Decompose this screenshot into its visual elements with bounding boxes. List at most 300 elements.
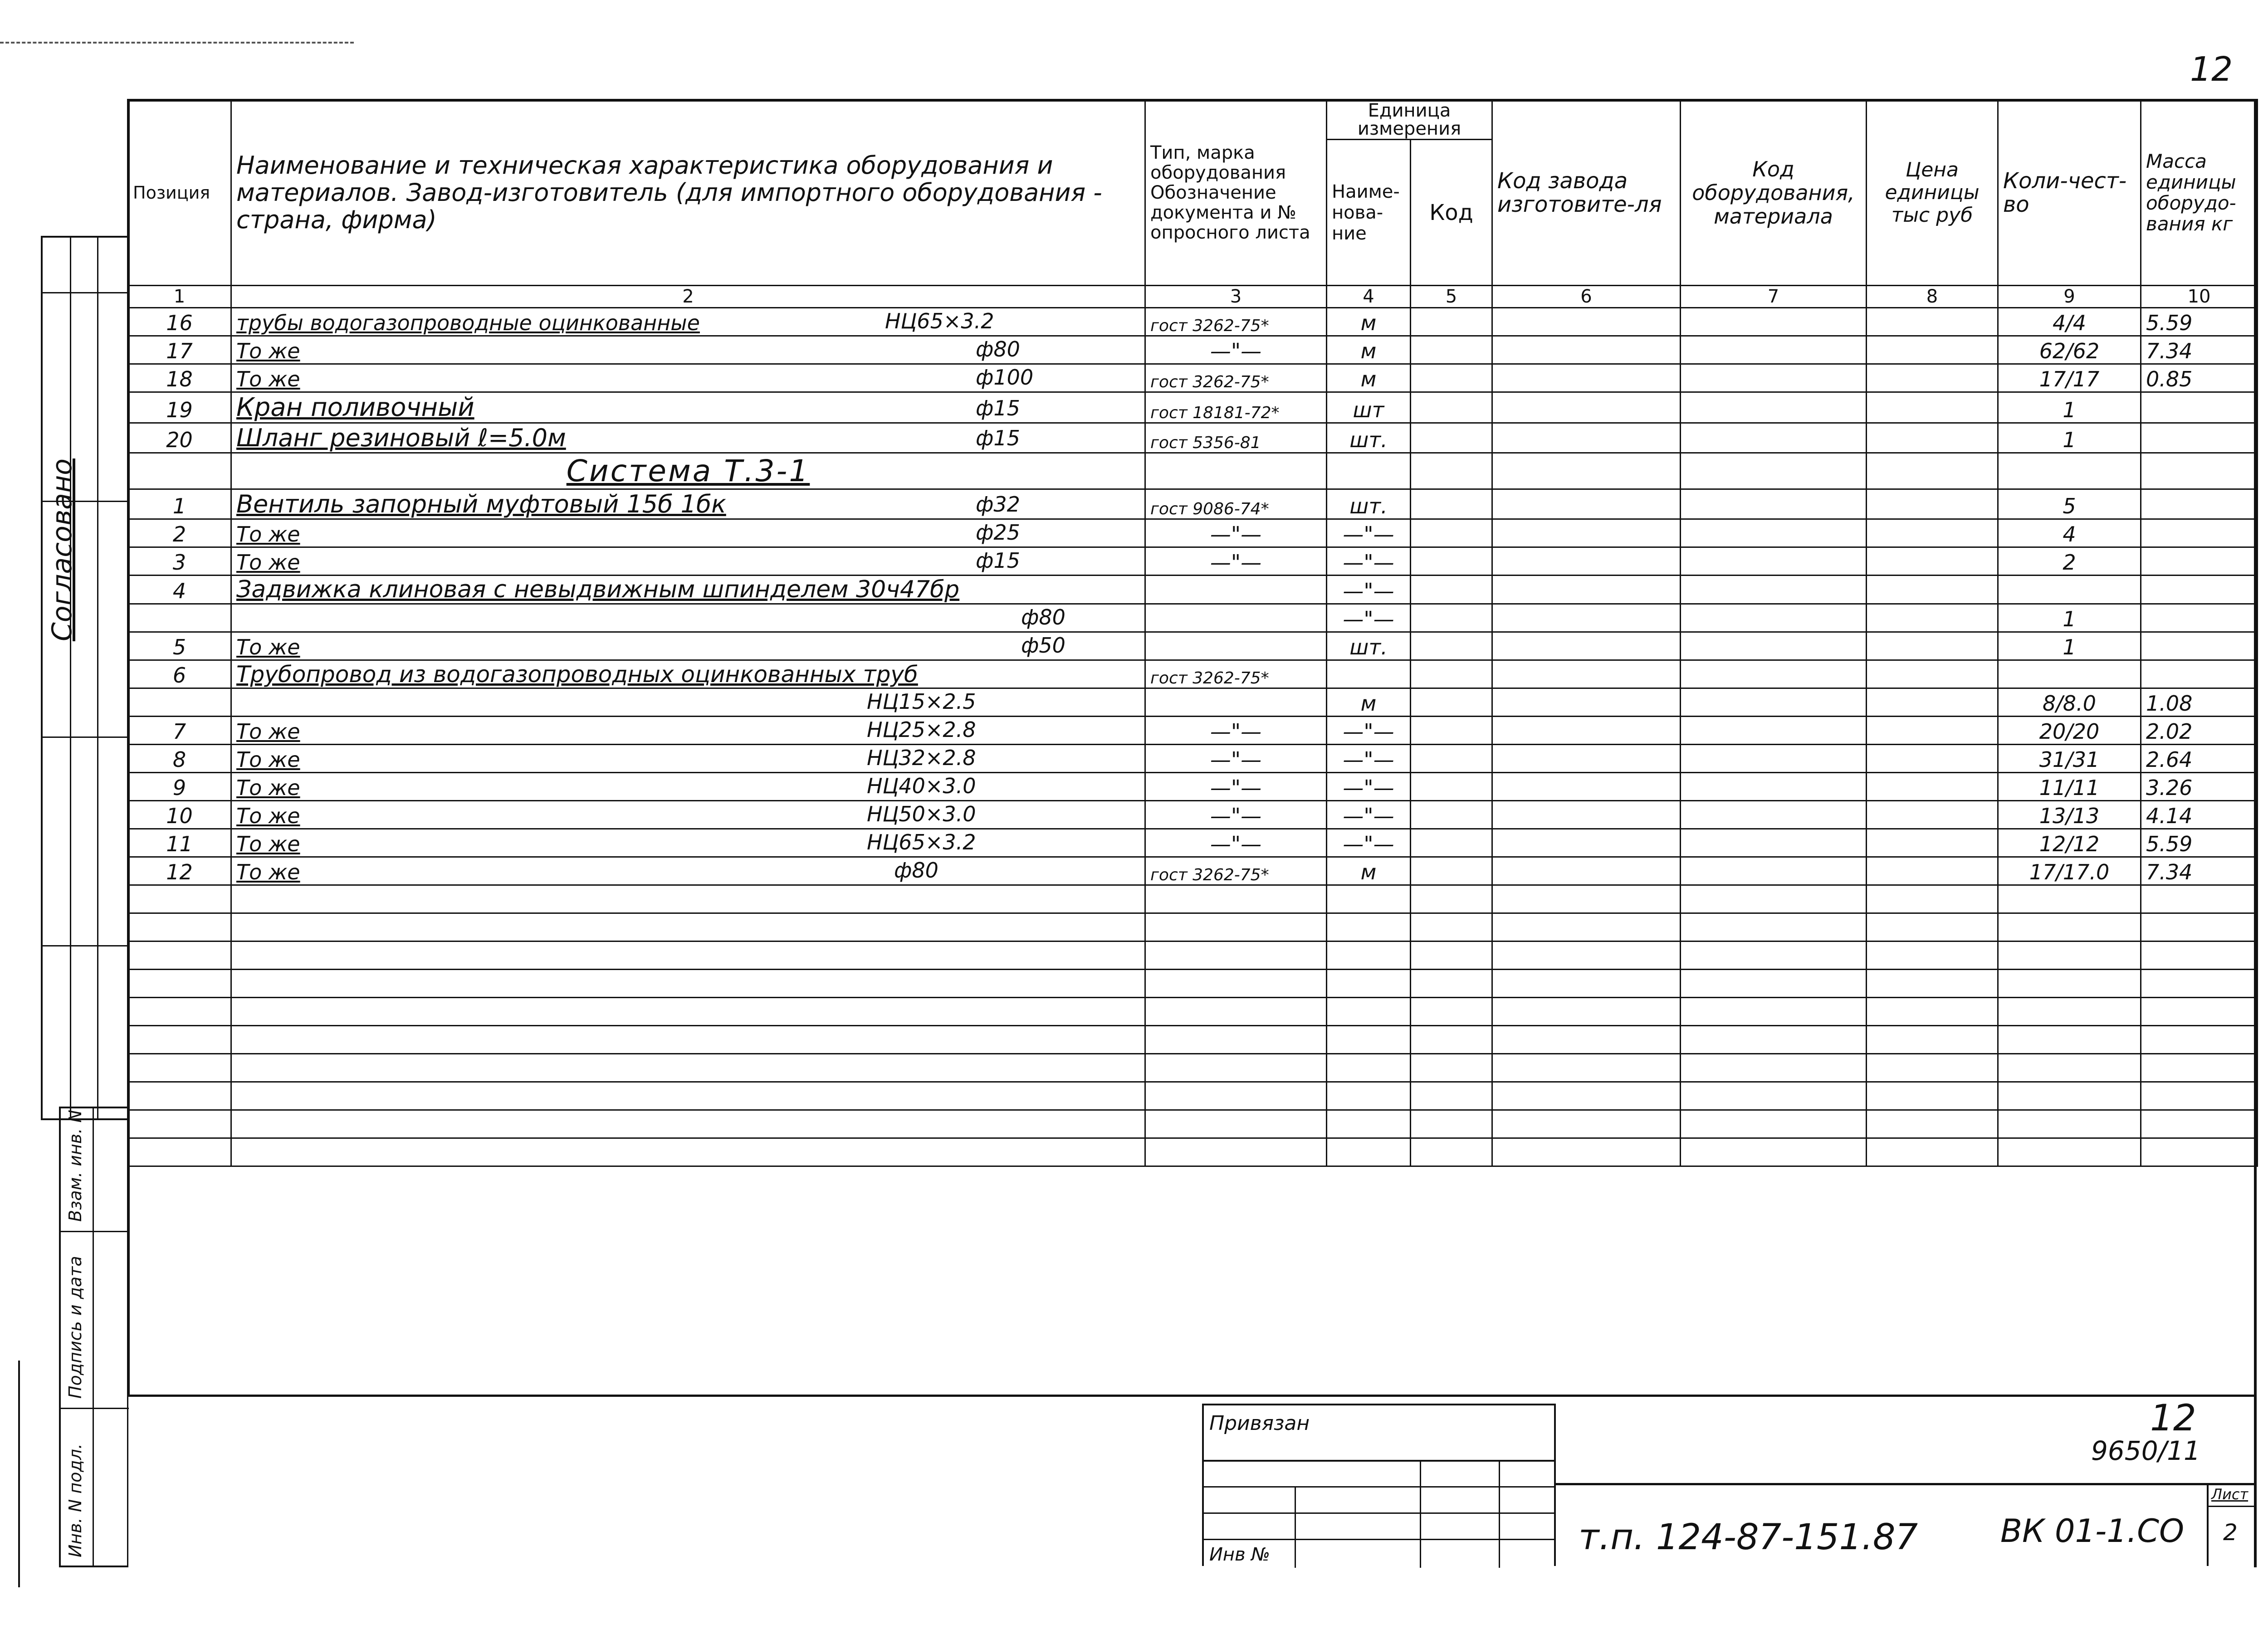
strip-hline: [61, 1231, 129, 1232]
col-header-plant-code: Код завода изготовите-ля: [1492, 100, 1681, 286]
left-inventory-strip: [59, 1107, 127, 1567]
item-size: ф15: [976, 396, 1020, 420]
unit-code-cell: [1411, 308, 1492, 336]
name-cell: [231, 717, 1145, 745]
material-code-cell: [1681, 364, 1867, 392]
item-size: ф80: [976, 337, 1020, 361]
mass-cell: [2141, 632, 2258, 660]
position-cell: 8: [128, 745, 231, 773]
table-row: [128, 857, 2258, 885]
table-row: [128, 336, 2258, 364]
name-cell: [231, 423, 1145, 453]
material-code-cell: [1681, 604, 1867, 632]
col-header-position: Позиция: [128, 100, 231, 286]
unit-code-cell: [1411, 519, 1492, 547]
material-code-cell: [1681, 717, 1867, 745]
table-row: [128, 632, 2258, 660]
quantity-cell: 8/8.0: [1998, 688, 2141, 717]
unit-code-cell: [1411, 717, 1492, 745]
sheet-box-line: [2209, 1506, 2254, 1507]
stamp-line: [1204, 1460, 1554, 1462]
material-code-cell: [1681, 745, 1867, 773]
material-code-cell: [1681, 423, 1867, 453]
name-cell: [231, 773, 1145, 801]
name-cell: [231, 604, 1145, 632]
table-row: [128, 604, 2258, 632]
price-cell: [1867, 423, 1998, 453]
item-name: То же: [236, 804, 300, 828]
col-number: 10: [2141, 286, 2258, 308]
material-code-cell: [1681, 576, 1867, 604]
material-code-cell: [1681, 547, 1867, 576]
document-cell: —"—: [1145, 547, 1327, 576]
plant-code-cell: [1492, 857, 1681, 885]
material-code-cell: [1681, 829, 1867, 857]
col-number: 4: [1327, 286, 1411, 308]
position-cell: [128, 604, 231, 632]
document-cell: [1145, 604, 1327, 632]
unit-code-cell: [1411, 660, 1492, 688]
item-name: То же: [236, 832, 300, 856]
plant-code-cell: [1492, 364, 1681, 392]
material-code-cell: [1681, 453, 1867, 489]
strip-hline: [43, 945, 129, 946]
table-row: [128, 392, 2258, 423]
unit-cell: —"—: [1327, 745, 1411, 773]
document-cell: [1145, 688, 1327, 717]
unit-code-cell: [1411, 857, 1492, 885]
name-cell: [231, 660, 1145, 688]
plant-code-cell: [1492, 547, 1681, 576]
item-name: То же: [236, 860, 300, 884]
unit-code-cell: [1411, 829, 1492, 857]
material-code-cell: [1681, 519, 1867, 547]
document-cell: —"—: [1145, 801, 1327, 829]
col-number: 8: [1867, 286, 1998, 308]
unit-code-cell: [1411, 423, 1492, 453]
item-size: ф50: [1021, 633, 1066, 658]
item-size: ф32: [976, 492, 1020, 517]
price-cell: [1867, 489, 1998, 519]
item-name: То же: [236, 635, 300, 659]
col-number: 3: [1145, 286, 1327, 308]
blank-row: [128, 1138, 2258, 1166]
plant-code-cell: [1492, 308, 1681, 336]
item-name: То же: [236, 522, 300, 546]
unit-cell: —"—: [1327, 519, 1411, 547]
col-number: 1: [128, 286, 231, 308]
table-row: [128, 364, 2258, 392]
blank-row: [128, 1082, 2258, 1110]
mass-cell: 2.02: [2141, 717, 2258, 745]
price-cell: [1867, 632, 1998, 660]
position-cell: 3: [128, 547, 231, 576]
position-cell: 7: [128, 717, 231, 745]
unit-cell: шт.: [1327, 423, 1411, 453]
strip-vline: [70, 238, 71, 1118]
name-cell: [231, 857, 1145, 885]
unit-cell: —"—: [1327, 576, 1411, 604]
document-cell: —"—: [1145, 773, 1327, 801]
sheet-box: [2207, 1483, 2254, 1566]
quantity-cell: 1: [1998, 392, 2141, 423]
col-header-unit-code: Код: [1411, 140, 1492, 286]
item-size: ф15: [976, 426, 1020, 450]
price-cell: [1867, 336, 1998, 364]
attachment-stamp: [1202, 1404, 1556, 1566]
col-header-name: Наименование и техническая характеристика оборудования и материалов. Завод-изготовитель (для импортного оборудования - страна, фирма): [231, 100, 1145, 286]
sheet-value: 2: [2223, 1519, 2238, 1546]
table-row: [128, 829, 2258, 857]
document-cell: гост 3262-75*: [1145, 660, 1327, 688]
unit-code-cell: [1411, 547, 1492, 576]
material-code-cell: [1681, 857, 1867, 885]
position-cell: 5: [128, 632, 231, 660]
quantity-cell: 17/17: [1998, 364, 2141, 392]
mass-cell: [2141, 660, 2258, 688]
unit-code-cell: [1411, 364, 1492, 392]
quantity-cell: 20/20: [1998, 717, 2141, 745]
item-name: То же: [236, 747, 300, 772]
quantity-cell: 11/11: [1998, 773, 2141, 801]
strip-hline: [43, 737, 129, 738]
name-cell: [231, 392, 1145, 423]
unit-cell: м: [1327, 857, 1411, 885]
replaces-inventory-label: Взам. инв. N: [65, 1110, 85, 1222]
album-number: 9650/11: [2091, 1435, 2200, 1466]
material-code-cell: [1681, 801, 1867, 829]
mass-cell: 5.59: [2141, 308, 2258, 336]
unit-cell: —"—: [1327, 829, 1411, 857]
quantity-cell: 1: [1998, 423, 2141, 453]
strip-hline: [61, 1408, 129, 1409]
material-code-cell: [1681, 392, 1867, 423]
name-cell: [231, 519, 1145, 547]
mass-cell: 4.14: [2141, 801, 2258, 829]
plant-code-cell: [1492, 519, 1681, 547]
stamp-vline: [1499, 1460, 1500, 1568]
table-row: [128, 423, 2258, 453]
unit-code-cell: [1411, 745, 1492, 773]
unit-cell: [1327, 453, 1411, 489]
item-name: трубы водогазопроводные оцинкованные: [236, 311, 700, 335]
strip-hline: [43, 292, 129, 293]
title-block-divider: [1556, 1483, 2254, 1485]
unit-code-cell: [1411, 392, 1492, 423]
quantity-cell: 17/17.0: [1998, 857, 2141, 885]
name-cell: [231, 364, 1145, 392]
quantity-cell: 1: [1998, 632, 2141, 660]
quantity-cell: 12/12: [1998, 829, 2141, 857]
table-row: [128, 745, 2258, 773]
col-header-type: Тип, марка оборудования Обозначение документа и № опросного листа: [1145, 100, 1327, 286]
document-cell: —"—: [1145, 519, 1327, 547]
price-cell: [1867, 547, 1998, 576]
table-row: [128, 519, 2258, 547]
mass-cell: 0.85: [2141, 364, 2258, 392]
price-cell: [1867, 392, 1998, 423]
mass-cell: 3.26: [2141, 773, 2258, 801]
mass-cell: [2141, 489, 2258, 519]
quantity-cell: [1998, 453, 2141, 489]
top-dash-line: [0, 42, 354, 44]
original-inventory-label: Инв. N подл.: [65, 1443, 85, 1557]
item-size: ф80: [1021, 605, 1066, 629]
table-row: [128, 717, 2258, 745]
unit-cell: шт.: [1327, 632, 1411, 660]
inventory-number-label: Инв №: [1209, 1544, 1270, 1565]
quantity-cell: 62/62: [1998, 336, 2141, 364]
strip-vline: [97, 238, 98, 1118]
unit-cell: [1327, 660, 1411, 688]
quantity-cell: 5: [1998, 489, 2141, 519]
document-cell: [1145, 453, 1327, 489]
position-cell: 20: [128, 423, 231, 453]
item-name: То же: [236, 339, 300, 363]
unit-code-cell: [1411, 688, 1492, 717]
unit-code-cell: [1411, 336, 1492, 364]
unit-code-cell: [1411, 489, 1492, 519]
stamp-line: [1204, 1539, 1554, 1540]
mass-cell: [2141, 547, 2258, 576]
position-cell: 1: [128, 489, 231, 519]
position-cell: 2: [128, 519, 231, 547]
mass-cell: [2141, 576, 2258, 604]
stamp-vline: [1420, 1460, 1421, 1568]
table-row: [128, 801, 2258, 829]
mass-cell: [2141, 423, 2258, 453]
position-cell: 9: [128, 773, 231, 801]
price-cell: [1867, 745, 1998, 773]
price-cell: [1867, 773, 1998, 801]
position-cell: 12: [128, 857, 231, 885]
price-cell: [1867, 453, 1998, 489]
item-name: Кран поливочный: [236, 393, 474, 422]
name-cell: [231, 745, 1145, 773]
col-header-unit-price: Цена единицы тыс руб: [1867, 100, 1998, 286]
material-code-cell: [1681, 308, 1867, 336]
quantity-cell: 13/13: [1998, 801, 2141, 829]
document-cell: гост 3262-75*: [1145, 364, 1327, 392]
col-number: 6: [1492, 286, 1681, 308]
blank-row: [128, 885, 2258, 913]
col-header-equipment-code: Код оборудования, материала: [1681, 100, 1867, 286]
price-cell: [1867, 857, 1998, 885]
plant-code-cell: [1492, 829, 1681, 857]
document-cell: гост 18181-72*: [1145, 392, 1327, 423]
table-row: [128, 547, 2258, 576]
plant-code-cell: [1492, 660, 1681, 688]
item-name: Вентиль запорный муфтовый 15б 1бк: [236, 490, 726, 518]
position-cell: 16: [128, 308, 231, 336]
quantity-cell: 31/31: [1998, 745, 2141, 773]
unit-cell: шт: [1327, 392, 1411, 423]
position-cell: 19: [128, 392, 231, 423]
plant-code-cell: [1492, 801, 1681, 829]
mass-cell: [2141, 392, 2258, 423]
mass-cell: 2.64: [2141, 745, 2258, 773]
col-number: 9: [1998, 286, 2141, 308]
item-size: ф100: [976, 365, 1034, 390]
material-code-cell: [1681, 660, 1867, 688]
mass-cell: [2141, 604, 2258, 632]
unit-code-cell: [1411, 801, 1492, 829]
price-cell: [1867, 604, 1998, 632]
quantity-cell: 4: [1998, 519, 2141, 547]
unit-cell: —"—: [1327, 717, 1411, 745]
table-row: [128, 576, 2258, 604]
table-row: [128, 453, 2258, 489]
col-header-unit-group: Единица измерения: [1327, 100, 1492, 140]
blank-row: [128, 970, 2258, 998]
item-size: НЦ50×3.0: [867, 802, 976, 826]
unit-code-cell: [1411, 604, 1492, 632]
mass-cell: 1.08: [2141, 688, 2258, 717]
position-cell: 4: [128, 576, 231, 604]
plant-code-cell: [1492, 717, 1681, 745]
table-row: [128, 773, 2258, 801]
name-cell: [231, 688, 1145, 717]
material-code-cell: [1681, 336, 1867, 364]
quantity-cell: 2: [1998, 547, 2141, 576]
price-cell: [1867, 364, 1998, 392]
unit-cell: м: [1327, 308, 1411, 336]
agreed-label: Согласовано: [46, 458, 78, 641]
plant-code-cell: [1492, 489, 1681, 519]
plant-code-cell: [1492, 336, 1681, 364]
blank-row: [128, 941, 2258, 970]
price-cell: [1867, 688, 1998, 717]
stamp-line: [1204, 1512, 1554, 1514]
blank-row: [128, 913, 2258, 941]
name-cell: [231, 632, 1145, 660]
position-cell: 18: [128, 364, 231, 392]
item-size: НЦ25×2.8: [867, 717, 976, 742]
quantity-cell: [1998, 660, 2141, 688]
material-code-cell: [1681, 773, 1867, 801]
unit-cell: —"—: [1327, 801, 1411, 829]
quantity-cell: 4/4: [1998, 308, 2141, 336]
plant-code-cell: [1492, 688, 1681, 717]
document-cell: —"—: [1145, 745, 1327, 773]
blank-row: [128, 1054, 2258, 1082]
sheet-number-top: 12: [2190, 50, 2233, 89]
name-cell: [231, 308, 1145, 336]
col-header-quantity: Коли-чест-во: [1998, 100, 2141, 286]
item-size: НЦ40×3.0: [867, 774, 976, 798]
unit-cell: —"—: [1327, 547, 1411, 576]
price-cell: [1867, 519, 1998, 547]
left-approval-strip: [41, 236, 127, 1120]
table-row: [128, 660, 2258, 688]
position-cell: [128, 688, 231, 717]
item-size: ф25: [976, 520, 1020, 545]
stamp-vline: [1295, 1486, 1296, 1568]
item-name: То же: [236, 776, 300, 800]
document-cell: [1145, 576, 1327, 604]
plant-code-cell: [1492, 423, 1681, 453]
mass-cell: 7.34: [2141, 857, 2258, 885]
item-size: ф80: [894, 858, 938, 883]
unit-cell: —"—: [1327, 604, 1411, 632]
plant-code-cell: [1492, 392, 1681, 423]
price-cell: [1867, 829, 1998, 857]
position-cell: 11: [128, 829, 231, 857]
unit-cell: м: [1327, 364, 1411, 392]
item-size: НЦ15×2.5: [867, 689, 976, 714]
price-cell: [1867, 801, 1998, 829]
name-cell: [231, 576, 1145, 604]
document-cell: гост 5356-81: [1145, 423, 1327, 453]
specification-table: [127, 99, 2258, 1167]
mass-cell: [2141, 453, 2258, 489]
name-cell: [231, 801, 1145, 829]
unit-code-cell: [1411, 632, 1492, 660]
document-cell: гост 3262-75*: [1145, 857, 1327, 885]
material-code-cell: [1681, 632, 1867, 660]
col-header-unit-mass: Масса единицы оборудо-вания кг: [2141, 100, 2258, 286]
plant-code-cell: [1492, 576, 1681, 604]
left-margin-line: [18, 1361, 20, 1587]
document-code: ВК 01-1.СО: [2000, 1512, 2185, 1550]
material-code-cell: [1681, 688, 1867, 717]
unit-code-cell: [1411, 453, 1492, 489]
mass-cell: [2141, 519, 2258, 547]
col-number: 5: [1411, 286, 1492, 308]
project-number: т.п. 124-87-151.87: [1579, 1517, 1918, 1558]
blank-row: [128, 1110, 2258, 1138]
document-cell: —"—: [1145, 717, 1327, 745]
blank-row: [128, 998, 2258, 1026]
name-cell: [231, 829, 1145, 857]
strip-vline: [93, 1108, 94, 1566]
unit-cell: м: [1327, 688, 1411, 717]
blank-row: [128, 1026, 2258, 1054]
item-size: НЦ65×3.2: [867, 830, 976, 854]
item-name: Трубопровод из водогазопроводных оцинкованных труб: [236, 661, 918, 688]
price-cell: [1867, 576, 1998, 604]
plant-code-cell: [1492, 604, 1681, 632]
quantity-cell: 1: [1998, 604, 2141, 632]
quantity-cell: [1998, 576, 2141, 604]
table-row: [128, 308, 2258, 336]
name-cell: [231, 336, 1145, 364]
item-name: Задвижка клиновая с невыдвижным шпинделем 30ч47бр: [236, 576, 960, 603]
material-code-cell: [1681, 489, 1867, 519]
unit-cell: —"—: [1327, 773, 1411, 801]
col-number: 2: [231, 286, 1145, 308]
attached-label: Привязан: [1209, 1412, 1310, 1435]
document-cell: гост 9086-74*: [1145, 489, 1327, 519]
stamp-page-number: 12: [2150, 1397, 2196, 1439]
price-cell: [1867, 660, 1998, 688]
signature-date-label: Подпись и дата: [65, 1256, 85, 1399]
document-cell: гост 3262-75*: [1145, 308, 1327, 336]
mass-cell: 5.59: [2141, 829, 2258, 857]
stamp-line: [1204, 1486, 1554, 1488]
name-cell: [231, 489, 1145, 519]
item-name: То же: [236, 367, 300, 391]
position-cell: 6: [128, 660, 231, 688]
item-name: То же: [236, 550, 300, 575]
unit-code-cell: [1411, 773, 1492, 801]
position-cell: 10: [128, 801, 231, 829]
table-row: [128, 489, 2258, 519]
col-header-unit-name: Наиме-нова-ние: [1327, 140, 1411, 286]
plant-code-cell: [1492, 773, 1681, 801]
plant-code-cell: [1492, 632, 1681, 660]
name-cell: [231, 547, 1145, 576]
